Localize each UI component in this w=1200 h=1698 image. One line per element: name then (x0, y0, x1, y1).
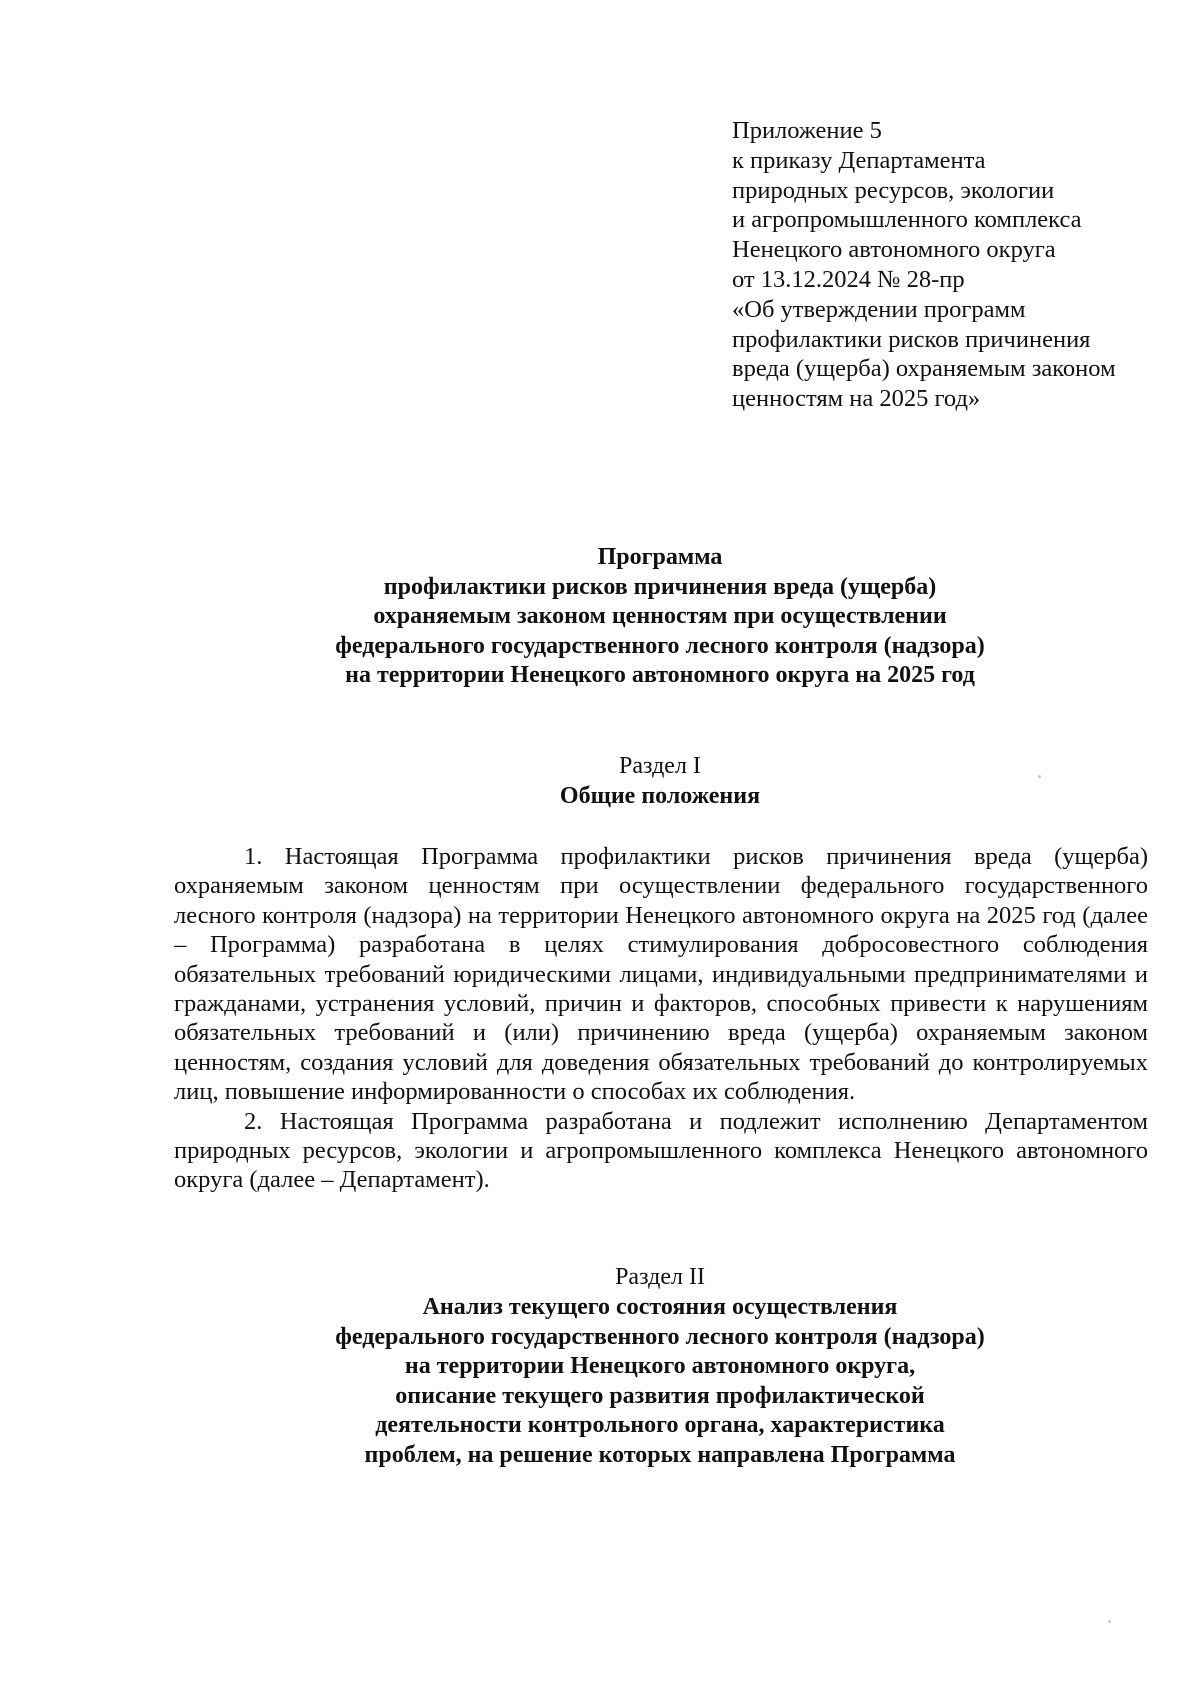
program-title (170, 543, 1150, 691)
appendix-line: природных ресурсов, экологии (732, 176, 1055, 204)
appendix-line: и агропромышленного комплекса (732, 206, 1082, 234)
appendix-block (732, 116, 1172, 414)
section-1-body (174, 842, 1148, 1195)
appendix-line: «Об утверждении программ (732, 295, 1026, 323)
program-title-line: профилактики рисков причинения вреда (ущерба) (383, 573, 937, 600)
paragraph-1: 1. Настоящая Программа профилактики рисков причинения вреда (ущерба) охраняемым законом ценностям при осуществлении федерального государственного лесного контроля (надзора) на территории Ненецкого автономного округа на 2025 год (далее – Программа) разработана в целях стимулирования добросовестного соблюдения обязательных требований юридическими лицами, индивидуальными предпринимателями и гражданами, устранения условий, причин и факторов, способных привести к нарушениям обязательных требований и (или) причинению вреда (ущерба) охраняемым законом ценностям, создания условий для доведения обязательных требований до контролируемых лиц, повышение информированности о способах их соблюдения. (174, 843, 1148, 1106)
appendix-line: Приложение 5 (732, 117, 882, 144)
section-2-title-line: Анализ текущего состояния осуществления (422, 1294, 898, 1320)
program-title-line: федерального государственного лесного контроля (надзора) (335, 632, 985, 659)
appendix-line: к приказу Департамента (732, 146, 986, 174)
program-title-line: Программа (597, 544, 723, 570)
program-title-line: на территории Ненецкого автономного округа на 2025 год (345, 662, 975, 688)
section-1-title (170, 782, 1150, 812)
section-2-title (170, 1293, 1150, 1470)
scan-speck (1038, 775, 1041, 778)
program-title-line: охраняемым законом ценностям при осуществлении (373, 603, 947, 629)
section-2-title-line: на территории Ненецкого автономного округа, (404, 1353, 916, 1379)
section-2-title-line: деятельности контрольного органа, характеристика (375, 1412, 945, 1438)
paragraph-2: 2. Настоящая Программа разработана и подлежит исполнению Департаментом природных ресурсов, экологии и агропромышленного комплекса Ненецкого автономного округа (далее – Департамент). (174, 1107, 1148, 1194)
appendix-line: профилактики рисков причинения (732, 325, 1091, 353)
appendix-line: ценностям на 2025 год» (732, 385, 981, 413)
section-2-title-line: федерального государственного лесного контроля (надзора) (335, 1323, 985, 1350)
section-2-title-line: описание текущего развития профилактической (395, 1382, 925, 1409)
section-1-label: Раздел I (619, 753, 701, 779)
scan-speck (1108, 1620, 1111, 1623)
appendix-line: Ненецкого автономного округа (732, 236, 1056, 264)
section-2-label: Раздел II (615, 1264, 705, 1290)
section-2-title-line: проблем, на решение которых направлена Программа (364, 1441, 956, 1468)
section-1-title-line: Общие положения (559, 783, 761, 809)
appendix-line: от 13.12.2024 № 28-пр (732, 265, 965, 293)
appendix-line: вреда (ущерба) охраняемым законом (732, 355, 1116, 383)
